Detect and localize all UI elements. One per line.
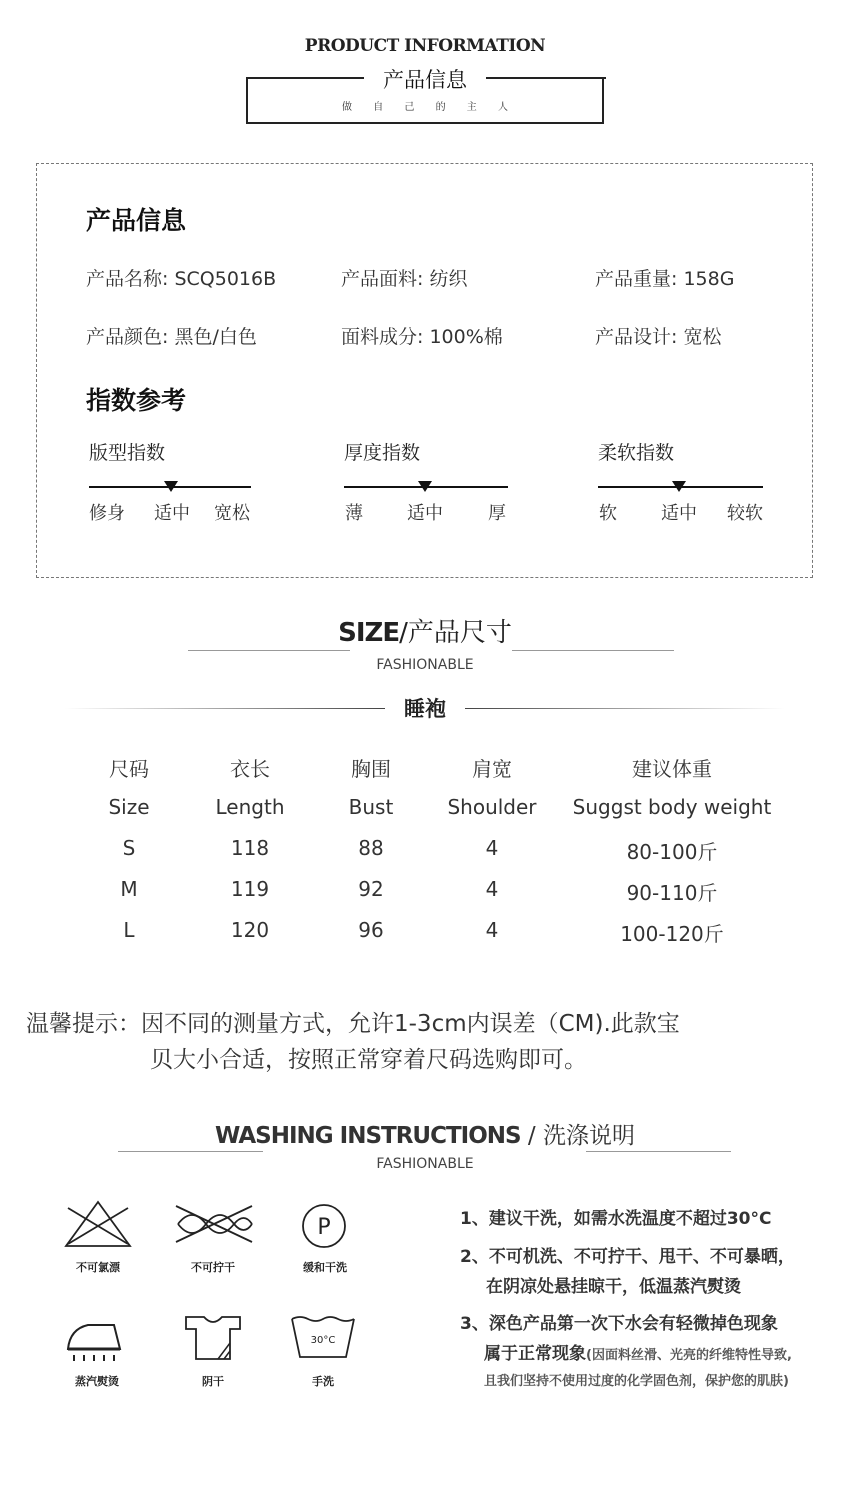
header-cn-title: 产品信息 [383, 68, 467, 92]
washing-item-3-bold: 属于正常现象 [484, 1344, 586, 1364]
table-header-cn: 肩宽 [472, 757, 512, 781]
scale-thickness-middle: 适中 [407, 503, 443, 524]
table-header-en: Bust [348, 795, 394, 819]
field-fabric [341, 264, 467, 291]
header-subtitle: 做 自 己 的 主 人 [342, 102, 508, 113]
table-cell: 118 [230, 836, 270, 860]
table-header-cn: 胸围 [351, 757, 391, 781]
washing-item-3-note-cont: 且我们坚持不使用过度的化学固色剂，保护您的肌肤) [484, 1374, 789, 1389]
hand-wash-temp: 30°C [310, 1335, 336, 1346]
steam-iron-label: 蒸汽熨烫 [75, 1375, 119, 1388]
gentle-dry-clean-label: 缓和干洗 [303, 1261, 347, 1274]
field-label: 产品颜色: [86, 326, 169, 348]
washing-title-cn: / 洗涤说明 [520, 1123, 635, 1149]
field-value: 158G [683, 268, 735, 290]
scale-fit-label: 版型指数 [89, 442, 166, 464]
table-cell: M [120, 877, 138, 901]
field-label: 产品重量: [595, 268, 678, 290]
size-rule-left [188, 650, 350, 651]
field-label: 产品设计: [595, 326, 678, 348]
field-value: 黑色/白色 [174, 326, 257, 348]
hand-wash-icon [290, 1315, 370, 1375]
table-cell: S [122, 836, 136, 860]
no-bleach-label: 不可氯漂 [76, 1261, 120, 1274]
table-header-en: Suggst body weight [572, 795, 772, 819]
tip-line-2: 贝大小合适，按照正常穿着尺码选购即可。 [150, 1047, 587, 1073]
washing-subtitle: FASHIONABLE [376, 1156, 474, 1172]
field-value: 纺织 [429, 268, 468, 290]
field-weight [595, 264, 734, 291]
washing-item-3: 3、深色产品第一次下水会有轻微掉色现象 [460, 1314, 778, 1334]
no-bleach-icon [62, 1198, 142, 1258]
shade-dry-icon [182, 1313, 262, 1373]
scale-thickness-right: 厚 [488, 503, 506, 524]
washing-item-1: 1、建议干洗，如需水洗温度不超过30°C [460, 1209, 772, 1229]
field-value: SCQ5016B [174, 268, 277, 290]
svg-text:P: P [317, 1215, 331, 1240]
size-tip [26, 1006, 826, 1078]
table-header-cn: 尺码 [109, 757, 149, 781]
field-design [595, 322, 721, 349]
size-rule-right [512, 650, 674, 651]
header-frame-top-left [246, 77, 364, 79]
field-value: 100%棉 [429, 326, 503, 348]
field-label: 产品面料: [341, 268, 424, 290]
field-composition [341, 322, 503, 349]
category-label: 睡袍 [385, 693, 465, 723]
table-cell: 80-100斤 [626, 840, 718, 864]
washing-item-3-cont [484, 1339, 792, 1364]
table-cell: L [123, 918, 135, 942]
header-en-title: PRODUCT INFORMATION [304, 36, 546, 56]
scale-softness-label: 柔软指数 [598, 442, 675, 464]
table-header-en: Shoulder [447, 795, 537, 819]
field-product-name [86, 264, 276, 291]
table-cell: 4 [485, 836, 499, 860]
table-cell: 120 [230, 918, 270, 942]
washing-rule-left [118, 1151, 263, 1152]
hand-wash-label: 手洗 [312, 1375, 334, 1388]
field-label: 面料成分: [341, 326, 424, 348]
washing-title-en: WASHING INSTRUCTIONS [215, 1123, 521, 1149]
scale-fit-left: 修身 [89, 503, 125, 524]
scale-softness-marker-icon [672, 481, 686, 492]
index-ref-title: 指数参考 [86, 386, 187, 415]
scale-thickness-label: 厚度指数 [344, 442, 421, 464]
product-info-title: 产品信息 [86, 206, 187, 235]
scale-softness-right: 较软 [727, 503, 763, 524]
no-wring-label: 不可拧干 [191, 1261, 235, 1274]
scale-softness-middle: 适中 [661, 503, 697, 524]
washing-item-2: 2、不可机洗、不可拧干、甩干、不可暴晒， [460, 1247, 795, 1267]
washing-title [0, 1117, 850, 1150]
scale-thickness-marker-icon [418, 481, 432, 492]
washing-item-2-cont: 在阴凉处悬挂晾干，低温蒸汽熨烫 [486, 1277, 741, 1297]
size-subtitle: FASHIONABLE [376, 657, 474, 673]
shade-dry-label: 阴干 [202, 1375, 224, 1388]
field-label: 产品名称: [86, 268, 169, 290]
table-header-en: Size [108, 795, 150, 819]
table-cell: 4 [485, 877, 499, 901]
category-rule-right [465, 708, 785, 709]
steam-iron-icon [64, 1315, 144, 1375]
table-cell: 100-120斤 [620, 922, 724, 946]
scale-softness-left: 软 [599, 503, 617, 524]
gentle-dry-clean-icon [300, 1203, 380, 1263]
table-cell: 90-110斤 [626, 881, 718, 905]
size-title-en: SIZE [338, 618, 400, 648]
field-value: 宽松 [683, 326, 722, 348]
size-section-title [0, 612, 850, 649]
table-cell: 4 [485, 918, 499, 942]
no-wring-icon [172, 1202, 252, 1262]
table-header-cn: 衣长 [230, 757, 270, 781]
table-cell: 92 [358, 877, 384, 901]
category-rule-left [65, 708, 385, 709]
scale-fit-marker-icon [164, 481, 178, 492]
table-cell: 88 [358, 836, 384, 860]
washing-item-3-note: (因面料丝滑、光亮的纤维特性导致, [586, 1348, 792, 1363]
table-header-cn: 建议体重 [632, 757, 712, 781]
table-cell: 96 [358, 918, 384, 942]
washing-rule-right [586, 1151, 731, 1152]
scale-fit-middle: 适中 [154, 503, 190, 524]
table-header-en: Length [215, 795, 285, 819]
scale-fit-right: 宽松 [214, 503, 250, 524]
size-title-cn: /产品尺寸 [399, 618, 512, 648]
table-cell: 119 [230, 877, 270, 901]
tip-line-1: 温馨提示：因不同的测量方式，允许1-3cm内误差（CM).此款宝 [26, 1011, 680, 1037]
header-frame-top-right [486, 77, 606, 79]
field-color [86, 322, 257, 349]
scale-thickness-left: 薄 [345, 503, 363, 524]
